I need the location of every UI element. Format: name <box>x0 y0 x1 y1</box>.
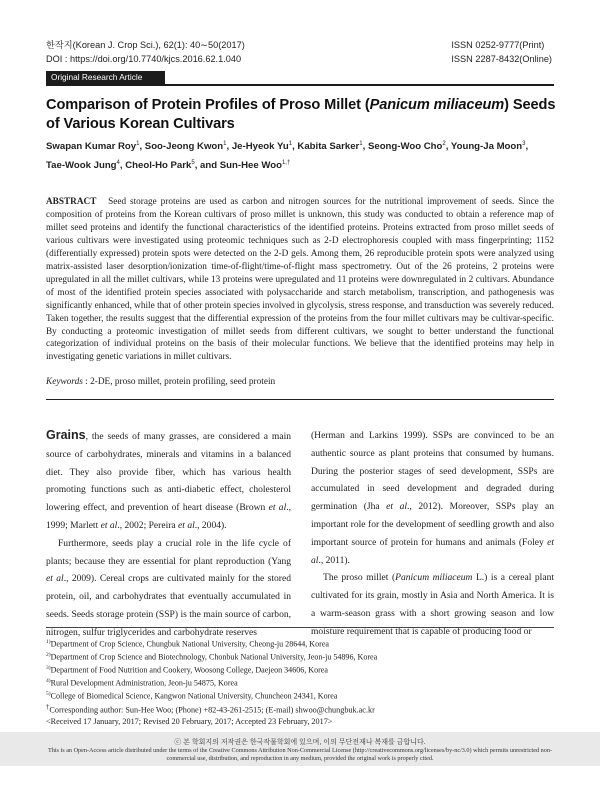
copyright-korean: ⓒ 본 학회지의 저작권은 한국작물학회에 있으며, 이의 무단전재나 복재를 금합니다. <box>174 739 426 746</box>
issn-block <box>451 39 552 66</box>
author: Kabita Sarker$^1$ <box>297 141 363 153</box>
paper-title <box>46 96 556 134</box>
author: Je-Hyeok Yu$^1$ <box>231 141 293 153</box>
lead-word: Grains <box>46 428 86 442</box>
author: Soo-Jeong Kwon$^1$ <box>144 141 227 153</box>
header-divider <box>46 84 554 86</box>
abstract-text: Seed storage proteins are used as carbon and nitrogen sources for the nutritional improvement of seeds. Since the composition of proteins from the Korean cultivars of proso millet is unknown, this study was conducted to obtain a reference map of millet seed proteins and identify the functional characteristics of the identified proteins. Proteins extracted from proso millet seeds of various cultivars were investigated using proteomic techniques such as 2-D electrophoresis coupled with mass fingerprinting; 1152 (differentially expressed) protein spots were detected on the 2-D gels. Among them, 26 reproducible protein spots were analyzed using matrix-assisted laser desorption/ionization time-of-flight/time-of-flight mass spectrometry. Out of the 26 proteins, 2 proteins were upregulated in all the millet cultivars, while 13 proteins were upregulated and 11 proteins were downregulated in 2 cultivars. Abundance of most of the identified protein species associated with polysaccharide and starch metabolism, transcription, and pathogenesis was significantly enhanced, while that of other protein species involved in glycolysis, stress response, and transduction was severely reduced. Taken together, the results suggest that the differential expression of the proteins from the four millet cultivars may be cultivar-specific. By conducting a proteomic investigation of millet seeds from different cultivars, we sought to better understand the functional categorization of individual proteins on the basis of their molecular functions. We believe that the identified proteins may help in investigating genetic variations in millet cultivars. <box>46 197 555 363</box>
author: Seong-Woo Cho$^2$ <box>367 141 446 153</box>
abstract-divider <box>46 399 554 400</box>
title-species: Panicum miliaceum <box>369 97 505 113</box>
affiliation: $^{4)}$Rural Development Administration, Jeon-ju 54875, Korea <box>46 677 238 688</box>
author: Sun-Hee Woo$^{1,\dagger}$ <box>219 160 291 172</box>
abstract <box>46 196 554 364</box>
affiliations <box>46 637 554 702</box>
correspondence <box>46 702 554 728</box>
keywords <box>46 376 554 389</box>
author: Swapan Kumar Roy$^1$ <box>46 141 140 153</box>
title-part2: ) Seeds of Various Korean Cultivars <box>46 97 556 132</box>
received-dates: <Received 17 January, 2017; Revised 20 February, 2017; Accepted 23 February, 2017> <box>46 717 333 727</box>
article-type-label: Original Research Article <box>46 71 165 84</box>
title-part1: Comparison of Protein Profiles of Proso Millet ( <box>46 97 370 113</box>
body-column-right <box>311 427 554 641</box>
corresponding-author: †Corresponding author: Sun-Hee Woo; (Phone) +82-43-261-2515; (E-mail) shwoo@chungbuk.ac.kr <box>46 704 375 715</box>
journal-citation <box>46 39 245 66</box>
issn-online: ISSN 2287-8432(Online) <box>451 53 552 64</box>
affiliation: $^{3)}$Department of Food Nutrition and Cookery, Woosong College, Daejeon 34606, Korea <box>46 664 328 675</box>
keywords-text: : 2-DE, proso millet, protein profiling, seed protein <box>82 377 276 387</box>
body-paragraph: (Herman and Larkins 1999). SSPs are convinced to be an authentic source as plant proteins that consumed by humans. During the posterior stages of seed development, SSPs are accumulated in seed development and degraded during germination (Jha et al., 2012). Moreover, SSPs play an important role for the development of seedling growth and also important source of protein for humans and animals (Foley et al., 2011). <box>311 430 554 566</box>
author: Cheol-Ho Park$^5$ <box>125 160 195 172</box>
keywords-label: Keywords <box>46 377 83 387</box>
author-list: Swapan Kumar Roy$^1$, Soo-Jeong Kwon$^1$, Je-Hyeok Yu$^1$, Kabita Sarker$^1$, Seong-Woo Cho$^2$, Young-Ja Moon$^3$, Tae-Wook Jung$^4$, Cheol-Ho Park$^5$, and Sun-Hee Woo$^{1,\dagger}$ <box>46 141 529 172</box>
journal-line: 한작지(Korean J. Crop Sci.), 62(1): 40∼50(2017) <box>46 40 245 50</box>
affiliation: $^{5)}$College of Biomedical Science, Kangwon National University, Chuncheon 24341, Korea <box>46 690 338 701</box>
footnote-divider <box>46 627 554 628</box>
body-paragraph: Grains, the seeds of many grasses, are considered a main source of carbohydrates, minerals and vitamins in a balanced diet. They also provide fiber, which has various health promoting functions such as anti-diabetic effect, cholesterol lowering effect, and prevention of heart disease (Brown et al., 1999; Marlett et al., 2002; Pereira et al., 2004). <box>46 428 291 531</box>
body-column-left <box>46 427 291 642</box>
affiliation: $^{1)}$Department of Crop Science, Chungbuk National University, Cheong-ju 28644, Korea <box>46 639 329 649</box>
open-access-notice: This is an Open-Access article distributed under the terms of the Creative Commons Attribution Non-Commercial License (http://creativecommons.org/licenses/by-nc/3.0) which permits unrestricted non-commercial use, distribution, and reproduction in any medium, provided the original work is properly cited. <box>47 747 553 762</box>
abstract-label: ABSTRACT <box>46 197 97 207</box>
body-paragraph: Furthermore, seeds play a crucial role in the life cycle of plants; because they are essential for plant reproduction (Yang et al., 2009). Cereal crops are cultivated mainly for the stored protein, oil, and carbohydrates that eventually accumulated in seeds. Seeds storage protein (SSP) is the main source of carbon, nitrogen, sulfur triglycerides and carbohydrate reserves <box>46 537 291 638</box>
body-paragraph: The proso millet (Panicum miliaceum L.) is a cereal plant cultivated for its grain, mostly in Asia and North America. It is a warm-season grass with a short growing season and low moisture requirement that is capable of producing food or <box>311 572 555 637</box>
doi-line[interactable]: DOI : https://doi.org/10.7740/kjcs.2016.62.1.040 <box>46 53 242 64</box>
author: Young-Ja Moon$^3$ <box>450 141 526 153</box>
affiliation: $^{2)}$Department of Crop Science and Biotechnology, Chonbuk National University, Jeon-ju 54896, Korea <box>46 651 378 662</box>
author: Tae-Wook Jung$^4$ <box>46 160 120 172</box>
issn-print: ISSN 0252-9777(Print) <box>451 40 545 50</box>
